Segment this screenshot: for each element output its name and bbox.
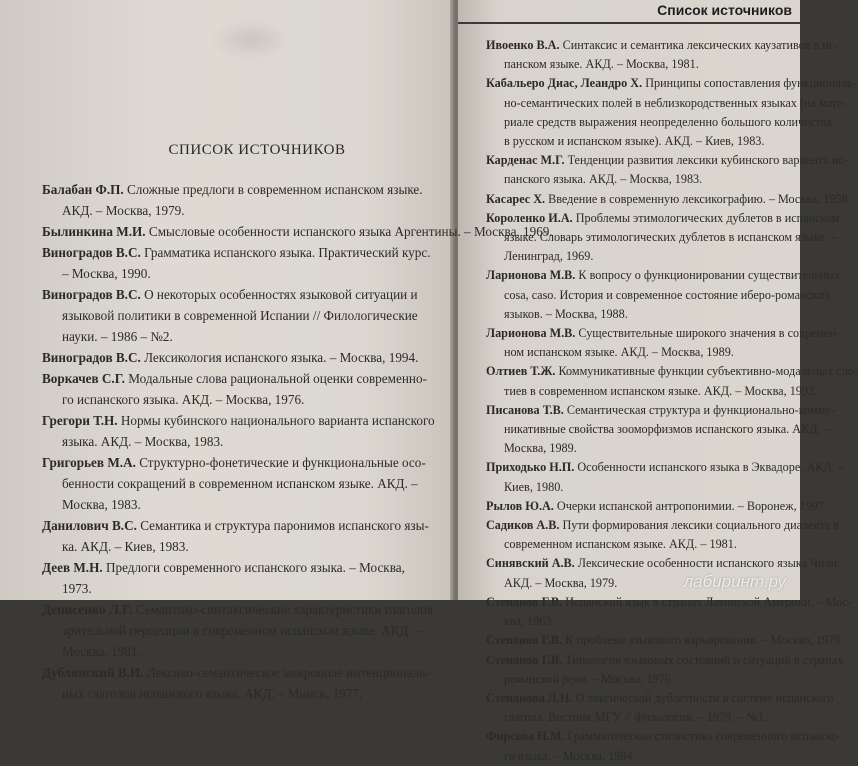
entry-line xyxy=(42,473,442,494)
entry-text: АКД. – Москва, 1979. xyxy=(62,203,185,218)
entry-line xyxy=(42,242,442,263)
entry-text: cosa, caso. История и современное состояние иберо-романских xyxy=(504,287,831,302)
entry-text: Грамматическая стилистика современного испанско- xyxy=(567,729,842,744)
entry-line xyxy=(42,578,442,599)
entry-line xyxy=(42,221,553,242)
entry-text: Пути формирования лексики социального диалекта в xyxy=(562,518,840,533)
entry-author: Рылов Ю.А. xyxy=(486,498,554,513)
entry-text: Модальные слова рациональной оценки современно- xyxy=(128,371,427,386)
entry-text: Испанский язык в странах Латинской Америки. – Мос- xyxy=(565,594,852,609)
entry-author: Ивоенко В.А. xyxy=(486,38,560,52)
entry-line xyxy=(486,593,852,612)
entry-author: Данилович В.С. xyxy=(42,518,137,533)
entry-text: Структурно-фонетические и функциональные осо- xyxy=(139,455,426,470)
entry-author: Ларионова М.В. xyxy=(486,326,576,341)
entry-author: Дублянский В.И. xyxy=(42,665,144,680)
entry-text: Киев, 1980. xyxy=(504,479,564,494)
bibliography-entry xyxy=(42,452,442,515)
entry-text: но-семантических полей в неблизкородственных языках (на мате- xyxy=(504,95,847,110)
entry-text: тиев в современном испанском языке. АКД. – Москва, 1992. xyxy=(504,383,818,398)
entry-text: ква, 1963. xyxy=(504,614,555,629)
entry-line xyxy=(486,631,844,650)
entry-line xyxy=(42,179,442,200)
entry-line xyxy=(42,515,442,536)
entry-line xyxy=(486,516,840,535)
page-title: СПИСОК ИСТОЧНИКОВ xyxy=(168,142,346,158)
bibliography-entry xyxy=(42,179,442,221)
entry-line xyxy=(486,420,830,439)
entry-line xyxy=(486,382,818,401)
entry-line xyxy=(42,536,442,557)
entry-line xyxy=(486,439,796,458)
entry-line xyxy=(486,362,858,381)
entry-line xyxy=(42,494,442,515)
entry-text: романской речи. – Москва, 1976. xyxy=(504,671,674,686)
bibliography-entry xyxy=(486,74,857,151)
entry-line xyxy=(486,670,796,689)
entry-line xyxy=(486,132,796,151)
entry-line xyxy=(42,368,442,389)
entry-author: Олтиев Т.Ж. xyxy=(486,364,556,379)
bibliography-entry xyxy=(486,631,844,650)
entry-text: ных глаголов испанского языка. АКД. – Минск, 1977. xyxy=(62,686,363,701)
bibliography-entry xyxy=(486,689,834,727)
entry-line xyxy=(486,497,828,516)
entry-text: панского языка. АКД. – Москва, 1983. xyxy=(504,172,703,187)
entry-line xyxy=(42,305,442,326)
bibliography-entry xyxy=(486,593,852,631)
entry-text: языка. АКД. – Москва, 1983. xyxy=(62,434,224,449)
entry-line xyxy=(486,228,837,247)
entry-text: никативные свойства зооморфизмов испанского языка. АКД. – xyxy=(504,422,830,437)
entry-text: О некоторых особенностях языковой ситуации и xyxy=(144,287,418,302)
entry-author: Приходько Н.П. xyxy=(486,460,575,475)
bibliography-entry xyxy=(486,151,848,189)
right-page-content xyxy=(486,36,858,766)
entry-text: языков. – Москва, 1988. xyxy=(504,306,628,321)
entry-text: Существительные широкого значения в современ- xyxy=(578,326,841,341)
entry-text: риале средств выражения неопределенно большого количества xyxy=(504,114,832,129)
entry-line xyxy=(486,170,796,189)
entry-text: Введение в современную лексикографию. – Москва, 1958. xyxy=(548,191,851,206)
entry-text: го испанского языка. АКД. – Москва, 1976. xyxy=(62,392,305,407)
entry-author: Степанова Л.Н. xyxy=(486,690,573,705)
entry-line xyxy=(42,452,442,473)
bibliography-list-right xyxy=(486,36,858,766)
entry-author: Короленко И.А. xyxy=(486,210,573,225)
entry-line xyxy=(42,620,442,641)
entry-line xyxy=(42,431,442,452)
bibliography-entry xyxy=(486,727,842,765)
bibliography-entry xyxy=(486,362,858,400)
entry-line xyxy=(486,94,847,113)
entry-text: Сложные предлоги в современном испанском языке. xyxy=(126,182,423,197)
entry-text: Грамматика испанского языка. Практический курс. xyxy=(144,245,431,260)
bibliography-entry xyxy=(42,599,442,662)
entry-author: Виноградов В.С. xyxy=(42,287,141,302)
entry-text: Нормы кубинского национального варианта испанского xyxy=(120,413,435,428)
entry-text: ном испанском языке. АКД. – Москва, 1989. xyxy=(504,345,734,360)
entry-line xyxy=(42,284,442,305)
page-smudge xyxy=(210,20,290,60)
entry-text: Типология языковых состояний и ситуаций в странах xyxy=(565,652,844,667)
bibliography-entry xyxy=(42,242,442,284)
entry-author: Кабальеро Диас, Леандро Х. xyxy=(486,76,643,91)
entry-author: Воркачев С.Г. xyxy=(42,371,125,386)
entry-line xyxy=(486,247,796,266)
entry-line xyxy=(486,689,834,708)
entry-text: Лексические особенности испанского языка Чили. xyxy=(577,556,841,571)
entry-text: панском языке. АКД. – Москва, 1981. xyxy=(504,57,699,72)
entry-line xyxy=(486,651,844,670)
bibliography-entry xyxy=(42,662,442,704)
entry-text: К проблеме языкового варьирования. – Москва, 1979. xyxy=(565,633,844,648)
entry-author: Былинкина М.И. xyxy=(42,224,146,239)
entry-line xyxy=(486,343,796,362)
entry-author: Касарес Х. xyxy=(486,191,546,206)
entry-line xyxy=(42,347,442,368)
entry-text: зрительной перцепции в современном испанском языке. АКД. – xyxy=(62,623,422,638)
entry-author: Виноградов В.С. xyxy=(42,350,141,365)
entry-line xyxy=(486,708,796,727)
bibliography-entry xyxy=(486,324,841,362)
entry-text: Москва, 1983. xyxy=(62,497,141,512)
bibliography-entry xyxy=(486,651,844,689)
entry-text: глагола. Вестник МГУ // Филология. – 1979. – №1. xyxy=(504,710,768,725)
bibliography-entry xyxy=(42,347,442,368)
entry-line xyxy=(486,151,848,170)
bibliography-entry xyxy=(42,368,442,410)
entry-text: бенности сокращений в современном испанском языке. АКД. – xyxy=(62,476,418,491)
entry-text: Коммуникативные функции субъективно-модальных сло- xyxy=(558,364,858,379)
bibliography-entry xyxy=(42,410,442,452)
entry-author: Денисенко Л.Г. xyxy=(42,602,133,617)
entry-author: Карденас М.Г. xyxy=(486,153,565,168)
entry-text: Очерки испанской антропонимии. – Воронеж, 1997. xyxy=(556,498,828,513)
entry-text: Семантическая структура и функционально-комму- xyxy=(566,402,836,417)
entry-author: Виноградов В.С. xyxy=(42,245,141,260)
entry-text: Особенности испанского языка в Эквадоре. АКД. – xyxy=(577,460,844,475)
entry-line xyxy=(486,535,796,554)
entry-line xyxy=(486,554,841,573)
entry-author: Деев М.Н. xyxy=(42,560,103,575)
entry-text: О лексической дублетности в системе испанского xyxy=(575,690,834,705)
entry-line xyxy=(486,74,857,93)
entry-author: Степанов Г.В. xyxy=(486,594,563,609)
entry-text: Синтаксис и семантика лексических каузативов в ис- xyxy=(562,38,839,52)
bibliography-entry xyxy=(486,209,840,267)
entry-text: языковой политики в современной Испании // Филологические xyxy=(62,308,418,323)
entry-line xyxy=(486,305,796,324)
entry-text: АКД. – Москва, 1979. xyxy=(504,575,618,590)
entry-line xyxy=(42,683,442,704)
entry-text: Принципы сопоставления функциональ- xyxy=(645,76,857,91)
entry-line xyxy=(42,662,442,683)
bibliography-entry xyxy=(486,401,836,459)
entry-text: современном испанском языке. АКД. – 1981. xyxy=(504,537,737,552)
entry-text: го языка. – Москва, 1984. xyxy=(504,748,636,763)
bibliography-entry xyxy=(486,190,851,209)
entry-author: Ларионова М.В. xyxy=(486,268,576,283)
entry-text: Смысловые особенности испанского языка Аргентины. – Москва, 1969. xyxy=(148,224,553,239)
entry-line xyxy=(486,113,832,132)
entry-line xyxy=(486,286,831,305)
entry-line xyxy=(486,266,841,285)
bibliography-entry xyxy=(486,36,839,74)
entry-author: Степанов Г.В. xyxy=(486,633,563,648)
entry-text: Ленинград, 1969. xyxy=(504,249,594,264)
entry-text: Тенденции развития лексики кубинского варианта ис- xyxy=(567,153,848,168)
entry-line xyxy=(42,389,442,410)
watermark-logo: лабиринт.ру xyxy=(683,572,786,591)
entry-line xyxy=(486,727,842,746)
bibliography-entry xyxy=(42,557,442,599)
entry-text: в русском и испанском языке). АКД. – Киев, 1983. xyxy=(504,134,765,149)
entry-text: Семантико-синтаксические характеристики глаголов xyxy=(135,602,433,617)
bibliography-entry xyxy=(42,515,442,557)
entry-text: Проблемы этимологических дублетов в испанском xyxy=(575,210,840,225)
entry-text: языке. Словарь этимологических дублетов в испанском языке. – xyxy=(504,230,837,245)
entry-author: Грегори Т.Н. xyxy=(42,413,118,428)
bibliography-entry xyxy=(486,497,828,516)
entry-text: – Москва, 1990. xyxy=(62,266,151,281)
entry-text: 1973. xyxy=(62,581,92,596)
entry-author: Григорьев М.А. xyxy=(42,455,136,470)
entry-line xyxy=(486,458,844,477)
entry-line xyxy=(486,478,796,497)
entry-text: ка. АКД. – Киев, 1983. xyxy=(62,539,189,554)
entry-line xyxy=(486,401,836,420)
entry-text: Семантика и структура паронимов испанского язы- xyxy=(140,518,429,533)
entry-text: Лексикология испанского языка. – Москва, 1994. xyxy=(144,350,419,365)
entry-line xyxy=(486,190,851,209)
bibliography-entry xyxy=(42,284,442,347)
entry-line xyxy=(486,55,796,74)
entry-line xyxy=(486,612,796,631)
bibliography-entry xyxy=(486,516,840,554)
entry-text: Москва, 1989. xyxy=(504,441,577,456)
running-header xyxy=(458,0,800,24)
entry-text: Лексико-семантическое макрополе интенциональ- xyxy=(146,665,430,680)
entry-text: Предлоги современного испанского языка. – Москва, xyxy=(105,560,405,575)
bibliography-entry xyxy=(42,221,553,242)
entry-author: Степанов Г.В. xyxy=(486,652,563,667)
entry-author: Писанова Т.В. xyxy=(486,402,564,417)
entry-text: Москва, 1981. xyxy=(62,644,141,659)
entry-author: Фирсова Н.М. xyxy=(486,729,565,744)
bibliography-entry xyxy=(486,458,844,496)
entry-line xyxy=(42,599,442,620)
entry-line xyxy=(42,263,442,284)
entry-line xyxy=(42,326,442,347)
entry-line xyxy=(42,410,442,431)
entry-line xyxy=(486,747,796,766)
entry-line xyxy=(42,557,442,578)
entry-line xyxy=(486,324,841,343)
entry-line xyxy=(42,641,442,662)
entry-author: Синявский А.В. xyxy=(486,556,575,571)
entry-line xyxy=(486,209,840,228)
entry-line xyxy=(42,200,442,221)
entry-text: К вопросу о функционировании существительных xyxy=(578,268,841,283)
bibliography-entry xyxy=(486,266,841,324)
entry-text: науки. – 1986 – №2. xyxy=(62,329,173,344)
entry-author: Садиков А.В. xyxy=(486,518,560,533)
entry-author: Балабан Ф.П. xyxy=(42,182,124,197)
running-header-title: Список источников xyxy=(657,2,792,18)
entry-line xyxy=(486,36,839,55)
